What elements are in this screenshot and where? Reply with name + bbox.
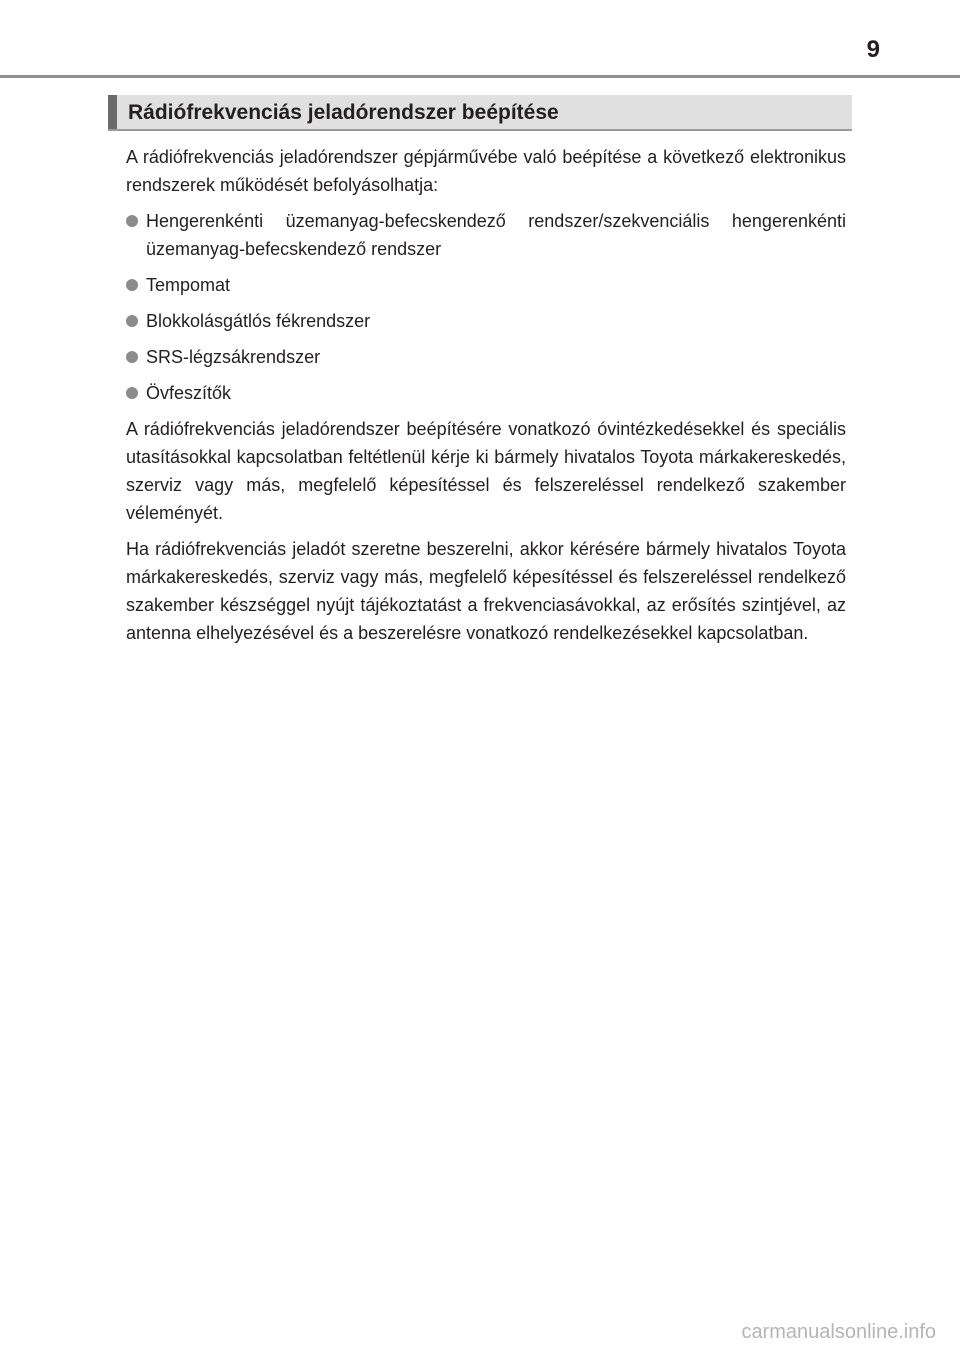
list-item-text: Tempomat [146,275,231,295]
bullet-icon [126,215,138,227]
list-item [126,271,846,299]
bullet-icon [126,387,138,399]
list-item-text: SRS-légzsákrendszer [146,347,321,367]
bullet-icon [126,279,138,291]
body-content [126,143,846,655]
bullet-icon [126,315,138,327]
list-item [126,307,846,335]
section-header-accent-bar [108,95,117,129]
watermark: carmanualsonline.info [741,1321,936,1343]
bullet-icon [126,351,138,363]
header-divider [0,75,960,78]
list-item-text: Övfeszítők [146,383,232,403]
list-item [126,343,846,371]
installation-info-paragraph: Ha rádiófrekvenciás jeladót szeretne beszerelni, akkor kérésére bármely hivatalos Toyota márkakereskedés, szerviz vagy más, megfelelő képesítéssel és felszereléssel rendelkező szakember készséggel nyújt tájékoztatást a frekvenciasávokkal, az erősítés szintjével, az antenna elhelyezésével és a beszerelésre vonatkozó rendelkezésekkel kapcsolatban. [126,539,846,643]
list-item-text: Hengerenkénti üzemanyag-befecskendező rendszer/szekvenciális hengerenkénti üzemanyag-befecskendező rendszer [146,211,846,259]
list-item [126,379,846,407]
precautions-paragraph: A rádiófrekvenciás jeladórendszer beépítésére vonatkozó óvintézkedésekkel és speciális utasításokkal kapcsolatban feltétlenül kérje ki bármely hivatalos Toyota márkakereskedés, szerviz vagy más, megfelelő képesítéssel és felszereléssel rendelkező szakember véleményét. [126,419,846,523]
intro-paragraph: A rádiófrekvenciás jeladórendszer gépjárművébe való beépítése a következő elektronikus rendszerek működését befolyásolhatja: [126,147,846,195]
page-number: 9 [866,36,880,63]
section-header [108,95,852,131]
list-item-text: Blokkolásgátlós fékrendszer [146,311,371,331]
list-item [126,207,846,263]
section-title: Rádiófrekvenciás jeladórendszer beépítése [128,101,559,124]
